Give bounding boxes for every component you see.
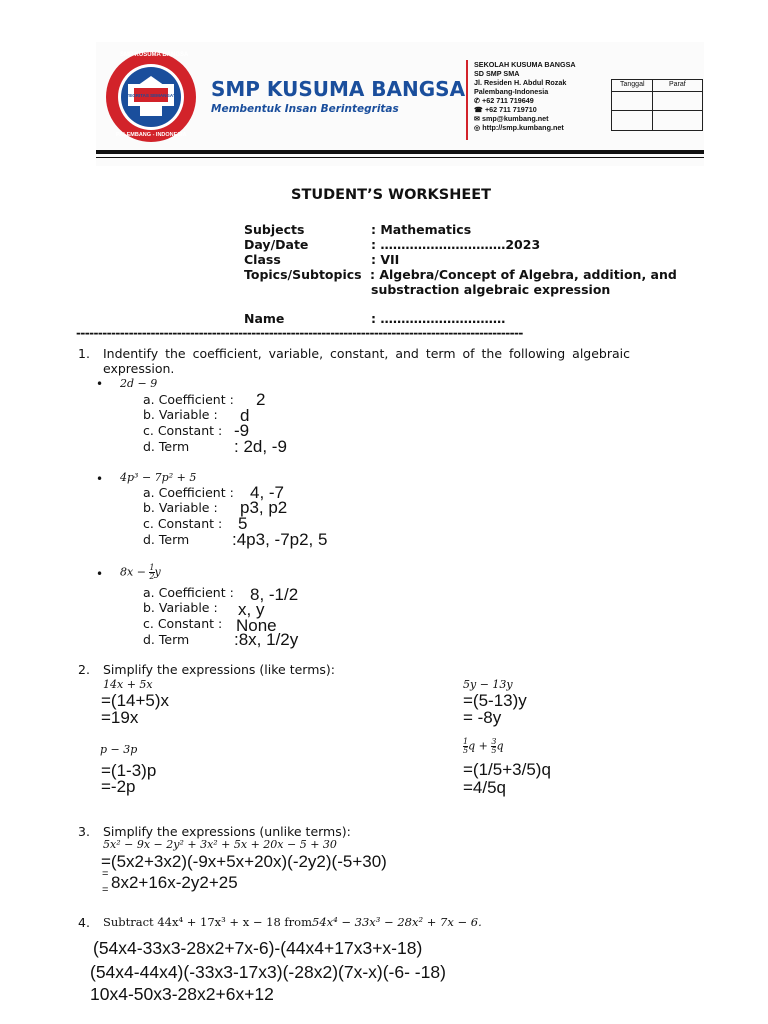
variable-label: b. Variable : xyxy=(143,600,218,615)
q2-p2-expression: 5y − 13y xyxy=(463,678,513,691)
q1-text-2: expression. xyxy=(103,361,175,376)
class-value: : VII xyxy=(371,252,400,267)
q2-p4-step: =(1/5+3/5)q xyxy=(463,760,551,779)
logo-text-band: INTEGRITAS SEMANGAT xyxy=(122,93,176,98)
logo-text-top: SMP KUSUMA BANGSA xyxy=(120,52,189,58)
school-tagline: Membentuk Insan Berintegritas xyxy=(211,103,399,115)
q4-result: 10x4-50x3-28x2+6x+12 xyxy=(90,984,274,1004)
q1-item3-expression: 8x − $\frac{1}{2}$ y xyxy=(120,563,161,581)
q4-step-2: (54x4-44x4)(-33x3-17x3)(-28x2)(7x-x)(-6- -18) xyxy=(90,962,446,982)
header-rule-thin xyxy=(96,157,704,158)
q3-text: Simplify the expressions (unlike terms): xyxy=(103,824,351,839)
school-name: SMP KUSUMA BANGSA xyxy=(211,77,466,101)
phone-icon: ✆ xyxy=(474,96,483,105)
school-full-name: SEKOLAH KUSUMA BANGSA xyxy=(474,60,576,69)
day-label: Day/Date xyxy=(244,237,309,252)
topics-value-1: : Algebra/Concept of Algebra, addition, and xyxy=(370,267,677,282)
phone-2: +62 711 719710 xyxy=(484,105,537,114)
q1-number: 1. xyxy=(78,346,90,361)
q3-result: 8x2+16x-2y2+25 xyxy=(111,873,238,892)
email-icon: ✉ xyxy=(474,114,483,123)
q1-item3-constant: None xyxy=(236,616,277,635)
q1-item1-coefficient: 2 xyxy=(256,390,266,409)
q1-text-1: Indentify the coefficient, variable, constant, and term of the following algebraic xyxy=(103,346,630,361)
q4-step-1: (54x4-33x3-28x2+7x-6)-(44x4+17x3+x-18) xyxy=(93,938,423,958)
bullet: • xyxy=(96,377,104,391)
q1-item1-expression: 2d − 9 xyxy=(120,377,158,390)
q3-step: =(5x2+3x2)(-9x+5x+20x)(-2y2)(-5+30) xyxy=(101,852,387,871)
bullet: • xyxy=(96,567,104,581)
globe-icon: ◎ xyxy=(474,123,483,132)
q4-text: Subtract 44x⁴ + 17x³ + x − 18 from54x⁴ − 33x³ − 28x² + 7x − 6. xyxy=(103,915,482,929)
q2-p1-result: =19x xyxy=(101,708,139,727)
name-label: Name xyxy=(244,311,285,326)
q2-p3-expression: p − 3p xyxy=(100,743,138,756)
variable-label: b. Variable : xyxy=(143,500,218,515)
q1-item3-term: :8x, 1/2y xyxy=(234,630,299,649)
term-label: d. Term xyxy=(143,632,190,647)
coefficient-label: a. Coefficient : xyxy=(143,585,234,600)
q3-number: 3. xyxy=(78,824,90,839)
school-address-2: Palembang-Indonesia xyxy=(474,87,549,96)
fax-icon: ☎ xyxy=(474,105,485,114)
table-header-signature: Paraf xyxy=(669,81,686,88)
bullet: • xyxy=(96,472,104,486)
q2-p3-step: =(1-3)p xyxy=(101,761,157,780)
variable-label: b. Variable : xyxy=(143,407,218,422)
q1-item1-constant: -9 xyxy=(234,421,250,440)
q2-p1-step: =(14+5)x xyxy=(101,691,170,710)
q2-p1-expression: 14x + 5x xyxy=(103,678,153,691)
header-rule-thick xyxy=(96,150,704,154)
q4-number: 4. xyxy=(78,915,90,930)
signature-table xyxy=(611,79,703,131)
school-email: smp@kumbang.net xyxy=(482,114,549,123)
constant-label: c. Constant : xyxy=(143,516,223,531)
q2-p3-result: =-2p xyxy=(101,777,136,796)
table-header-date: Tanggal xyxy=(620,81,645,88)
dashed-separator: ------------------------------------------------------------------------------------------------------ xyxy=(76,326,523,340)
term-label: d. Term xyxy=(143,532,190,547)
q2-p2-result: = -8y xyxy=(463,708,502,727)
q1-item1-term: : 2d, -9 xyxy=(234,437,287,456)
q3-equals: = xyxy=(102,884,109,896)
q2-number: 2. xyxy=(78,662,90,677)
header-red-divider xyxy=(466,60,468,140)
q1-item2-constant: 5 xyxy=(238,514,248,533)
school-levels: SD SMP SMA xyxy=(474,69,520,78)
topics-label: Topics/Subtopics xyxy=(244,267,362,282)
day-value: : …………………………2023 xyxy=(371,237,541,252)
q1-item2-coefficient: 4, -7 xyxy=(250,483,285,502)
phone-1: +62 711 719649 xyxy=(482,96,534,105)
school-website: http://smp.kumbang.net xyxy=(482,123,564,132)
q2-p4-result: =4/5q xyxy=(463,778,507,797)
q2-text: Simplify the expressions (like terms): xyxy=(103,662,335,677)
q1-item2-variable: p3, p2 xyxy=(240,498,288,517)
class-label: Class xyxy=(244,252,281,267)
q1-item3-variable: x, y xyxy=(238,600,265,619)
q1-item2-term: :4p3, -7p2, 5 xyxy=(232,530,328,549)
topics-value-2: substraction algebraic expression xyxy=(371,282,611,297)
q3-result-equals: = xyxy=(102,868,109,880)
q1-item2-expression: 4p³ − 7p² + 5 xyxy=(120,471,197,484)
constant-label: c. Constant : xyxy=(143,616,223,631)
q1-item3-coefficient: 8, -1/2 xyxy=(250,585,299,604)
worksheet-title: STUDENT’S WORKSHEET xyxy=(291,187,492,203)
coefficient-label: a. Coefficient : xyxy=(143,392,234,407)
school-contact xyxy=(474,60,576,132)
school-address-1: Jl. Residen H. Abdul Rozak xyxy=(474,78,567,87)
q2-p4-expression: $\frac{1}{5}$ q + $\frac{3}{5}$ q xyxy=(463,737,504,755)
subjects-label: Subjects xyxy=(244,222,305,237)
term-label: d. Term xyxy=(143,439,190,454)
logo-text-bottom: PALEMBANG - INDONESIA xyxy=(116,132,187,138)
name-value: : ………………………… xyxy=(371,311,506,326)
q1-item1-variable: d xyxy=(240,406,250,425)
q3-expression: 5x² − 9x − 2y² + 3x² + 5x + 20x − 5 + 30 xyxy=(103,838,337,851)
subjects-value: : Mathematics xyxy=(371,222,472,237)
coefficient-label: a. Coefficient : xyxy=(143,485,234,500)
constant-label: c. Constant : xyxy=(143,423,223,438)
q2-p2-step: =(5-13)y xyxy=(463,691,527,710)
